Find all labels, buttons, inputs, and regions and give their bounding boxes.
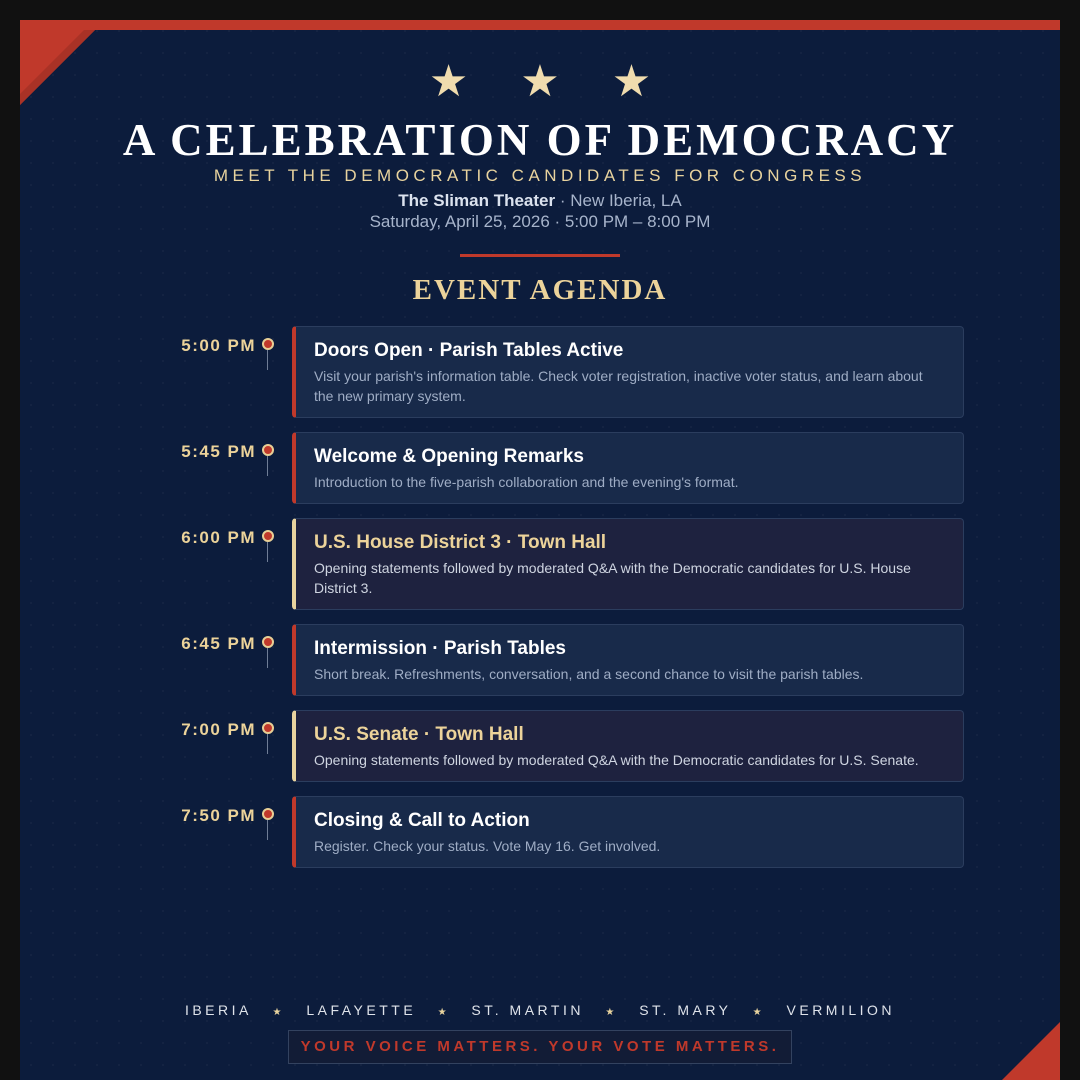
- header-divider: [460, 254, 620, 257]
- timeline-dot: [262, 444, 274, 456]
- agenda-title: U.S. Senate · Town Hall: [314, 724, 524, 745]
- parish-name: IBERIA: [184, 1002, 252, 1018]
- timeline-dot: [262, 636, 274, 648]
- venue-name: The Sliman Theater: [398, 191, 556, 210]
- timeline-stem: [267, 734, 268, 754]
- agenda-title: Welcome & Opening Remarks: [314, 446, 584, 467]
- star-icon: ★: [520, 56, 560, 107]
- timeline-dot: [262, 722, 274, 734]
- timeline-stem: [267, 542, 268, 562]
- star-separator-icon: ★: [605, 1007, 618, 1018]
- agenda-time: 7:50 PM: [181, 806, 256, 825]
- parish-name: ST. MARTIN: [471, 1002, 584, 1018]
- timeline-stem: [267, 350, 268, 370]
- agenda-time: 6:00 PM: [181, 528, 256, 547]
- star-separator-icon: ★: [272, 1007, 285, 1018]
- tagline-banner: YOUR VOICE MATTERS. YOUR VOTE MATTERS.: [288, 1030, 792, 1064]
- timeline-stem: [267, 456, 268, 476]
- agenda-description: Opening statements followed by moderated Q&A with the Democratic candidates for U.S. Senate.: [314, 752, 919, 768]
- agenda-card: [292, 326, 964, 418]
- star-icon: ★: [428, 56, 469, 107]
- agenda-card: [292, 624, 964, 696]
- event-subtitle: MEET THE DEMOCRATIC CANDIDATES FOR CONGRESS: [213, 166, 867, 185]
- star-icon: ★: [611, 56, 652, 107]
- agenda-time: 7:00 PM: [181, 720, 256, 739]
- timeline-dot: [262, 530, 274, 542]
- agenda-title: U.S. House District 3 · Town Hall: [314, 532, 607, 553]
- event-date-time: Saturday, April 25, 2026 · 5:00 PM – 8:00 PM: [369, 212, 711, 231]
- agenda-card-featured: [292, 518, 964, 610]
- timeline-stem: [267, 820, 268, 840]
- venue-location: · New Iberia, LA: [555, 191, 682, 210]
- agenda-title: Closing & Call to Action: [314, 810, 530, 831]
- agenda-title: Intermission · Parish Tables: [314, 638, 567, 659]
- agenda-card: [292, 796, 964, 868]
- agenda-description: Short break. Refreshments, conversation, and a second chance to visit the parish tables.: [314, 666, 864, 682]
- parish-name: LAFAYETTE: [306, 1002, 417, 1018]
- timeline-dot: [262, 808, 274, 820]
- parish-name: VERMILION: [786, 1002, 896, 1018]
- agenda-card: [292, 432, 964, 504]
- timeline-stem: [267, 648, 268, 668]
- agenda-description: Register. Check your status. Vote May 16. Get involved.: [314, 838, 661, 854]
- agenda-time: 5:45 PM: [181, 442, 256, 461]
- agenda-description: Opening statements followed by moderated Q&A with the Democratic candidates for U.S. House District 3.: [314, 560, 911, 596]
- agenda-description: Introduction to the five-parish collaboration and the evening's format.: [314, 474, 739, 490]
- venue-line: [20, 191, 1060, 211]
- star-separator-icon: ★: [752, 1007, 766, 1018]
- star-separator-icon: ★: [437, 1007, 451, 1018]
- agenda-time: 6:45 PM: [181, 634, 256, 653]
- agenda-time: 5:00 PM: [181, 336, 256, 355]
- agenda-heading: EVENT AGENDA: [412, 274, 668, 306]
- parish-name: ST. MARY: [639, 1002, 732, 1018]
- agenda-description: Visit your parish's information table. Check voter registration, inactive voter status, and learn about the new primary system.: [314, 368, 923, 404]
- agenda-card-featured: [292, 710, 964, 782]
- event-title: A CELEBRATION OF DEMOCRACY: [122, 115, 958, 165]
- parish-list: [20, 1002, 1060, 1018]
- agenda-title: Doors Open · Parish Tables Active: [314, 340, 624, 361]
- timeline-dot: [262, 338, 274, 350]
- header-stars: [20, 56, 1060, 107]
- event-poster: [20, 20, 1060, 1080]
- top-red-bar: [20, 20, 1060, 30]
